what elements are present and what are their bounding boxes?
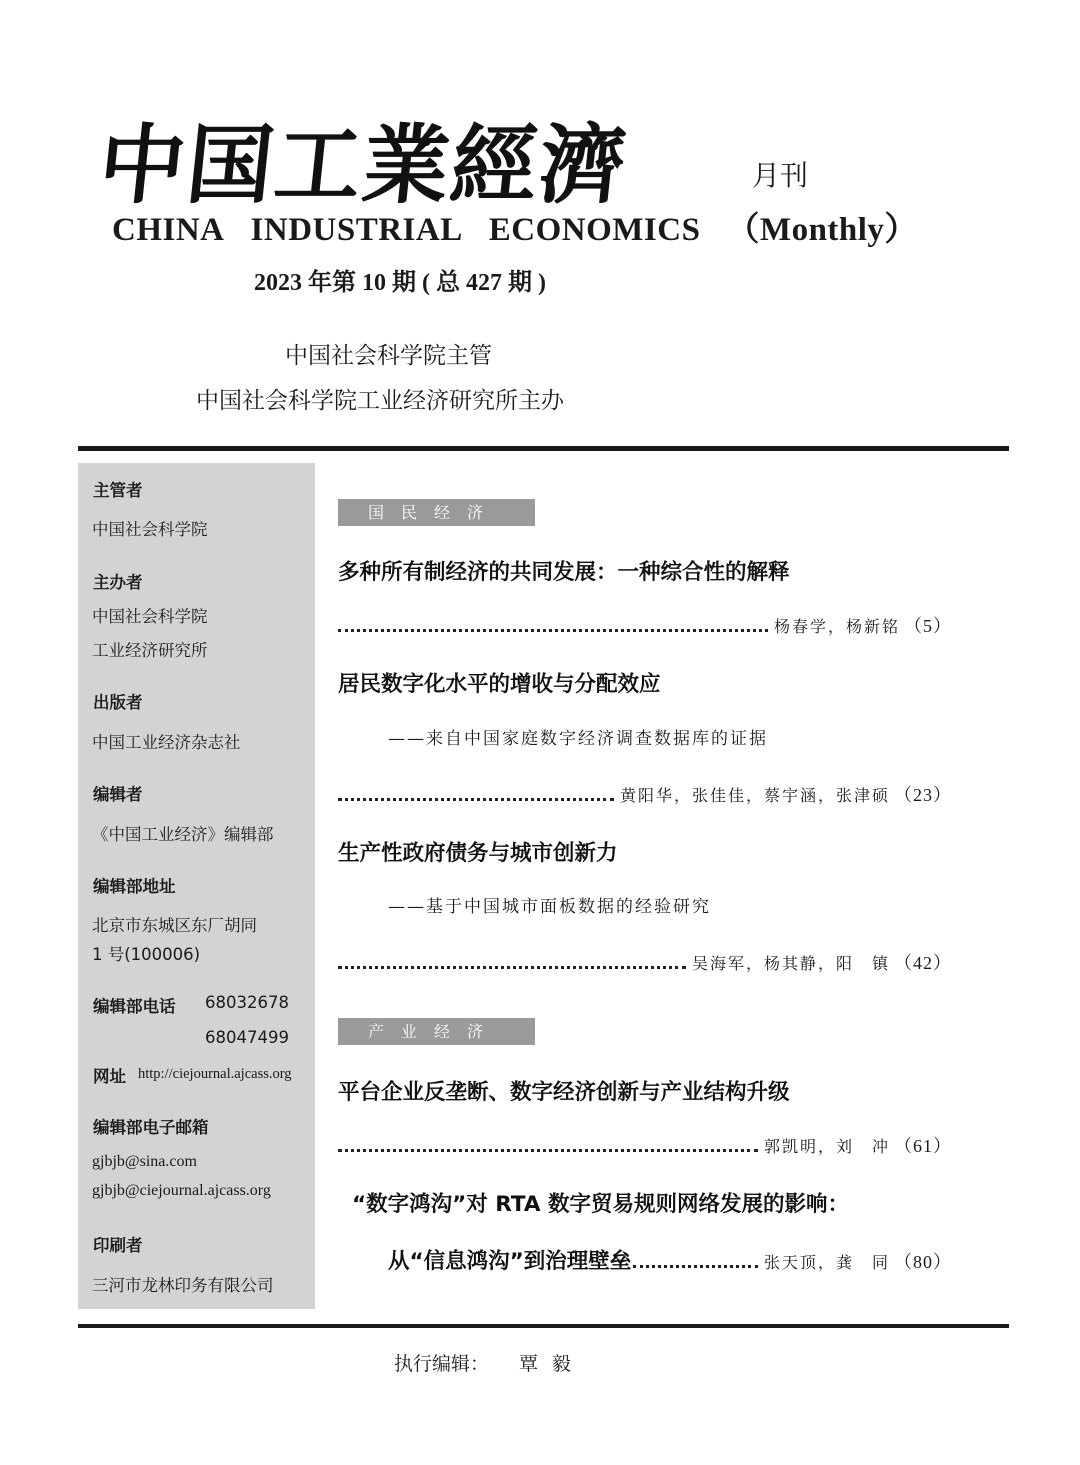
article-byline xyxy=(338,612,952,638)
article-subtitle: ——基于中国城市面板数据的经验研究 xyxy=(388,897,711,917)
english-title-word: （Monthly） xyxy=(726,212,918,248)
article-page: （23） xyxy=(894,785,952,805)
article-title: 多种所有制经济的共同发展：一种综合性的解释 xyxy=(338,560,790,585)
address-value: 北京市东城区东厂胡同 xyxy=(92,916,257,935)
printer-label: 印刷者 xyxy=(93,1236,143,1255)
leader-dots xyxy=(338,1149,758,1152)
article-byline xyxy=(388,1244,952,1275)
supervisor-line: 中国社会科学院主管 xyxy=(285,343,492,369)
article-authors: 杨春学，杨新铭 xyxy=(773,617,900,636)
website-label: 网址 xyxy=(93,1067,126,1086)
executive-editor-name: 覃毅 xyxy=(519,1353,586,1375)
article-page: （61） xyxy=(894,1136,952,1156)
article-page: （5） xyxy=(904,616,952,636)
supervisor-label: 主管者 xyxy=(93,481,143,500)
website-value: http://ciejournal.ajcass.org xyxy=(138,1066,292,1082)
phone-value: 68047499 xyxy=(205,1028,289,1047)
article-title: 生产性政府债务与城市创新力 xyxy=(338,841,618,866)
executive-editor-label: 执行编辑： xyxy=(394,1353,490,1375)
article-byline xyxy=(338,949,952,975)
article-title: 平台企业反垄断、数字经济创新与产业结构升级 xyxy=(338,1080,790,1105)
address-label: 编辑部地址 xyxy=(93,877,176,896)
printer-value: 三河市龙林印务有限公司 xyxy=(92,1276,274,1295)
leader-dots xyxy=(338,629,768,632)
bottom-divider xyxy=(78,1324,1009,1328)
article-byline xyxy=(338,781,952,807)
leader-dots xyxy=(633,1265,758,1268)
article-subtitle: ——来自中国家庭数字经济调查数据库的证据 xyxy=(388,729,768,749)
english-title-word: ECONOMICS xyxy=(488,212,701,248)
publisher-value: 中国工业经济杂志社 xyxy=(92,733,241,752)
article-byline xyxy=(338,1132,952,1158)
leader-dots xyxy=(338,966,686,969)
english-title xyxy=(112,203,918,250)
article-authors: 张天顶，龚 同 xyxy=(763,1253,890,1272)
executive-editor xyxy=(394,1349,585,1376)
phone-value: 68032678 xyxy=(205,993,289,1012)
english-title-word: INDUSTRIAL xyxy=(250,212,463,248)
article-title: “数字鸿沟”对 RTA 数字贸易规则网络发展的影响： xyxy=(352,1192,849,1217)
address-value: 1 号(100006) xyxy=(92,945,201,964)
journal-logo-title: 中国工業經濟 xyxy=(93,116,633,216)
section-label-national-economy: 国民经济 xyxy=(338,499,535,526)
sponsor-label: 主办者 xyxy=(93,573,143,592)
article-title: 居民数字化水平的增收与分配效应 xyxy=(338,672,661,697)
info-sidebar xyxy=(78,463,315,1309)
sponsor-value: 中国社会科学院 xyxy=(92,607,208,626)
leader-dots xyxy=(338,798,614,801)
sponsor-value: 工业经济研究所 xyxy=(92,641,208,660)
editor-value: 《中国工业经济》编辑部 xyxy=(92,825,274,844)
article-page: （80） xyxy=(894,1252,952,1272)
section-label-industrial-economy: 产业经济 xyxy=(338,1018,535,1045)
english-title-word: CHINA xyxy=(112,212,225,248)
article-title-continuation: 从“信息鸿沟”到治理壁垒 xyxy=(388,1249,632,1274)
article-authors: 吴海军，杨其静，阳 镇 xyxy=(691,954,890,973)
issue-number: 2023 年第 10 期 ( 总 427 期 ) xyxy=(254,270,546,296)
email-value: gjbjb@ciejournal.ajcass.org xyxy=(92,1182,271,1199)
phone-label: 编辑部电话 xyxy=(93,997,176,1016)
supervisor-value: 中国社会科学院 xyxy=(92,520,208,539)
article-page: （42） xyxy=(894,953,952,973)
editor-label: 编辑者 xyxy=(93,785,143,804)
article-authors: 郭凯明，刘 冲 xyxy=(763,1137,890,1156)
sponsor-line: 中国社会科学院工业经济研究所主办 xyxy=(196,388,564,414)
article-authors: 黄阳华，张佳佳，蔡宇涵，张津硕 xyxy=(619,786,890,805)
email-label: 编辑部电子邮箱 xyxy=(93,1118,209,1137)
monthly-label: 月刊 xyxy=(752,159,809,192)
publisher-label: 出版者 xyxy=(93,693,143,712)
email-value: gjbjb@sina.com xyxy=(92,1153,197,1170)
top-divider xyxy=(78,446,1009,451)
